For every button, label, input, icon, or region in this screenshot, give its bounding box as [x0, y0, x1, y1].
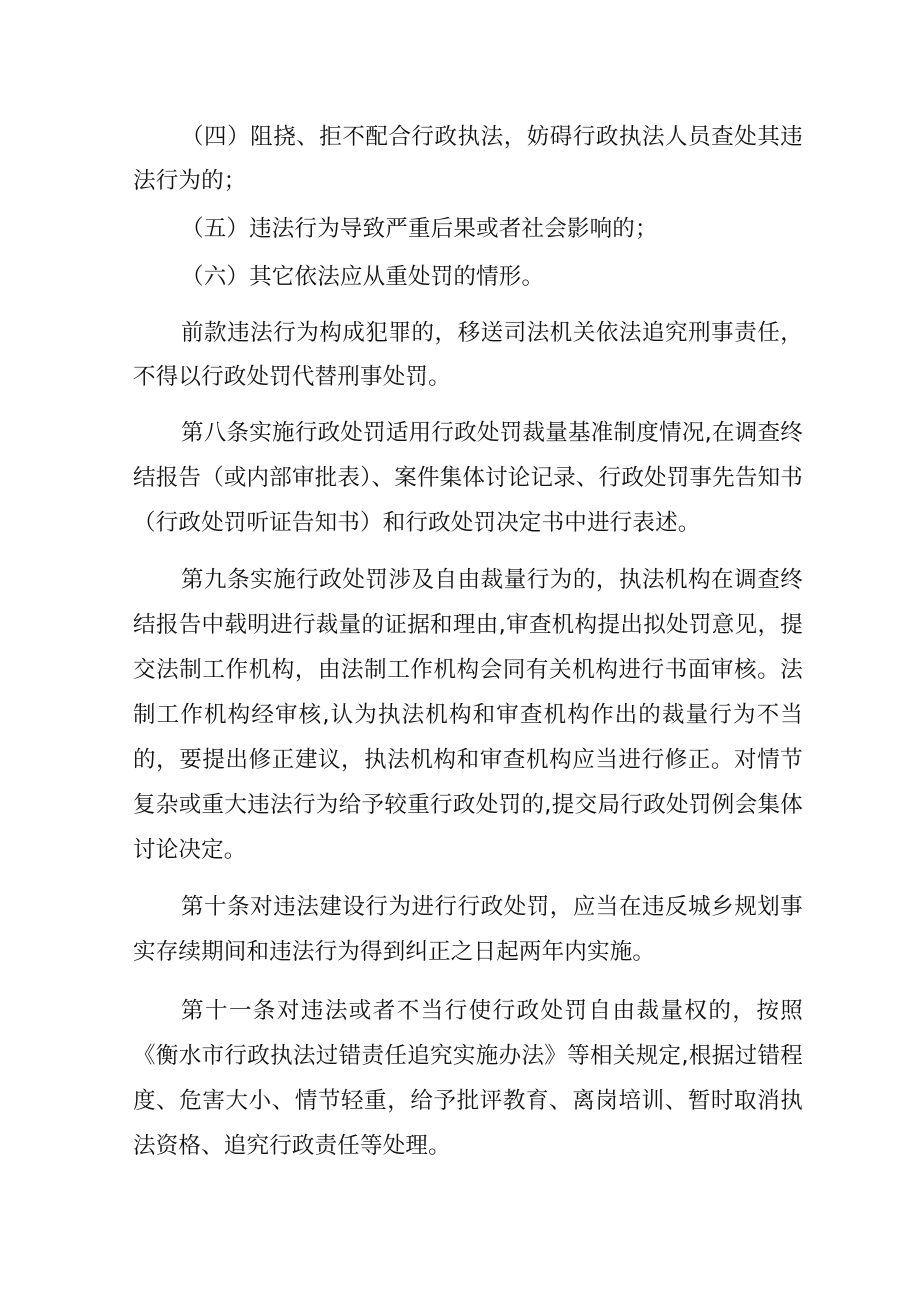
document-body: [133, 115, 803, 1169]
article-9: 第九条实施行政处罚涉及自由裁量行为的，执法机构在调查终结报告中载明进行裁量的证据和理由,审查机构提出拟处罚意见，提交法制工作机构，由法制工作机构会同有关机构进行书面审核。法制工作机构经审核,认为执法机构和审查机构作出的裁量行为不当的，要提出修正建议，执法机构和审查机构应当进行修正。对情节复杂或重大违法行为给予较重行政处罚的,提交局行政处罚例会集体讨论决定。: [133, 567, 803, 863]
paragraph-item-6: （六）其它依法应从重处罚的情形。: [181, 264, 545, 290]
paragraph-item-4: （四）阻挠、拒不配合行政执法，妨碍行政执法人员查处其违法行为的；: [133, 124, 803, 194]
article-8: 第八条实施行政处罚适用行政处罚裁量基准制度情况,在调查终结报告（或内部审批表）、案件集体讨论记录、行政处罚事先告知书（行政处罚听证告知书）和行政处罚决定书中进行表述。: [133, 420, 803, 536]
paragraph-item-5: （五）违法行为导致严重后果或者社会影响的；: [181, 216, 658, 242]
article-11: 第十一条对违法或者不当行使行政处罚自由裁量权的，按照《衡水市行政执法过错责任追究实施办法》等相关规定,根据过错程度、危害大小、情节轻重，给予批评教育、离岗培训、暂时取消执法资格、追究行政责任等处理。: [133, 998, 803, 1159]
article-10: 第十条对违法建设行为进行行政处罚，应当在违反城乡规划事实存续期间和违法行为得到纠正之日起两年内实施。: [133, 894, 803, 965]
paragraph-criminal-transfer: 前款违法行为构成犯罪的，移送司法机关依法追究刑事责任，不得以行政处罚代替刑事处罚。: [133, 320, 803, 390]
